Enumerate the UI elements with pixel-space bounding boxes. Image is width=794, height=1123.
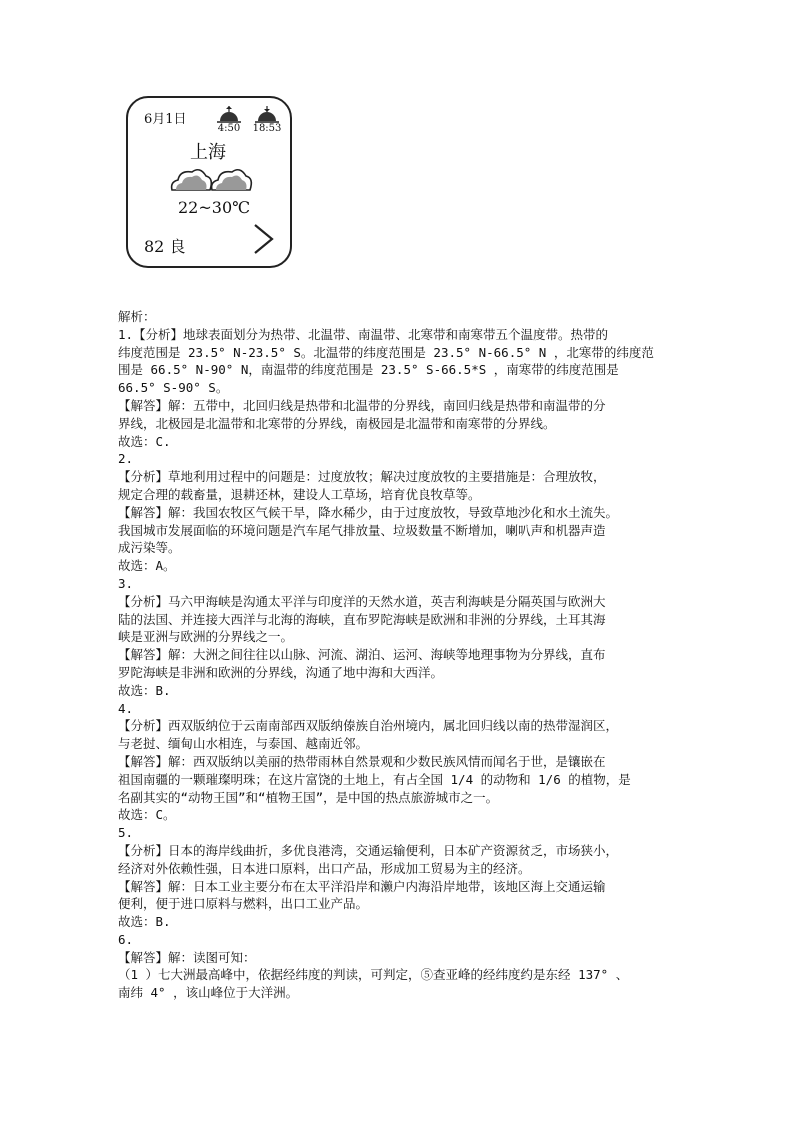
text-line: 【分析】马六甲海峡是沟通太平洋与印度洋的天然水道，英吉利海峡是分隔英国与欧洲大 — [118, 593, 606, 609]
text-line: 4. — [118, 700, 134, 716]
date-label: 6月1日 — [144, 112, 187, 127]
temperature-range: 22~30℃ — [178, 198, 251, 217]
sunset-time: 18:53 — [252, 123, 282, 134]
text-line: 解析： — [118, 309, 156, 324]
text-line: 名副其实的“动物王国”和“植物王国”，是中国的热点旅游城市之一。 — [118, 789, 499, 805]
text-line: 围是 66.5° N-90° N，南温带的纬度范围是 23.5° S-66.5*S ，南寒带的纬度范围是 — [118, 362, 619, 378]
text-line: 【分析】西双版纳位于云南南部西双版纳傣族自治州境内，属北回归线以南的热带湿润区， — [118, 718, 619, 734]
text-line: 【解答】解：五带中，北回归线是热带和北温带的分界线，南回归线是热带和南温带的分 — [118, 397, 606, 413]
text-line: 祖国南疆的一颗璀璨明珠；在这片富饶的土地上，有占全国 1/4 的动物和 1/6 的植物，是 — [118, 771, 631, 787]
weather-card[interactable] — [126, 96, 292, 268]
text-line: 界线，北极园是北温带和北寒带的分界线，南极园是北温带和南寒带的分界线。 — [118, 415, 556, 431]
text-line: （1 ）七大洲最高峰中，依据经纬度的判读，可判定，⑤查亚峰的经纬度约是东经 137° 、 — [118, 967, 629, 983]
text-line: 成污染等。 — [118, 540, 181, 556]
text-line: 1.【分析】地球表面划分为热带、北温带、南温带、北寒带和南寒带五个温度带。热带的 — [118, 326, 609, 342]
sunrise-block — [214, 106, 244, 136]
text-line: 【解答】解：西双版纳以美丽的热带雨林自然景观和少数民族风情而闻名于世，是镶嵌在 — [118, 753, 606, 769]
air-quality-index: 82 良 — [144, 237, 186, 256]
text-line: 罗陀海峡是非洲和欧洲的分界线，沟通了地中海和大西洋。 — [118, 664, 444, 680]
text-line: 故选：C. — [118, 433, 171, 449]
text-line: 【分析】草地利用过程中的问题是：过度放牧；解决过度放牧的主要措施是：合理放牧， — [118, 469, 606, 485]
text-line: 故选：A。 — [118, 558, 176, 574]
sunrise-time: 4:50 — [217, 123, 241, 134]
text-line: 故选：B. — [118, 914, 171, 930]
city-name: 上海 — [190, 142, 226, 163]
text-line: 峡是亚洲与欧洲的分界线之一。 — [118, 629, 294, 645]
solution-text — [118, 308, 678, 1002]
cloud-icon — [168, 164, 254, 194]
text-line: 南纬 4° ，该山峰位于大洋洲。 — [118, 985, 299, 1001]
text-line: 经济对外依赖性强，日本进口原料，出口产品，形成加工贸易为主的经济。 — [118, 860, 531, 876]
text-line: 【分析】日本的海岸线曲折，多优良港湾，交通运输便利，日本矿产资源贫乏，市场狭小， — [118, 842, 619, 858]
text-line: 我国城市发展面临的环境问题是汽车尾气排放量、垃圾数量不断增加，喇叭声和机器声造 — [118, 522, 606, 538]
text-line: 6. — [118, 931, 134, 947]
text-line: 与老挝、缅甸山水相连，与泰国、越南近邻。 — [118, 736, 369, 752]
text-line: 纬度范围是 23.5° N-23.5° S。北温带的纬度范围是 23.5° N-66.5° N ，北寒带的纬度范 — [118, 344, 654, 360]
text-line: 【解答】解：读图可知： — [118, 949, 256, 965]
text-line: 2. — [118, 451, 134, 467]
text-line: 规定合理的载畜量，退耕还林，建设人工草场，培育优良牧草等。 — [118, 486, 481, 502]
sunrise-icon — [216, 106, 242, 124]
chevron-right-icon[interactable] — [252, 222, 276, 256]
text-line: 5. — [118, 825, 134, 841]
text-line: 3. — [118, 575, 134, 591]
sunset-icon — [254, 106, 280, 124]
text-line: 便利，便于进口原料与燃料，出口工业产品。 — [118, 896, 369, 912]
text-line: 陆的法国、并连接大西洋与北海的海峡，直布罗陀海峡是欧洲和非洲的分界线，土耳其海 — [118, 611, 606, 627]
text-line: 【解答】解：我国农牧区气候干旱，降水稀少，由于过度放牧，导致草地沙化和水土流失。 — [118, 504, 619, 520]
text-line: 故选：B. — [118, 682, 171, 698]
text-line: 故选：C。 — [118, 807, 176, 823]
sunset-block — [252, 106, 282, 136]
text-line: 【解答】解：大洲之间往往以山脉、河流、湖泊、运河、海峡等地理事物为分界线，直布 — [118, 647, 606, 663]
text-line: 【解答】解：日本工业主要分布在太平洋沿岸和濑户内海沿岸地带，该地区海上交通运输 — [118, 878, 606, 894]
text-line: 66.5° S-90° S。 — [118, 380, 229, 396]
